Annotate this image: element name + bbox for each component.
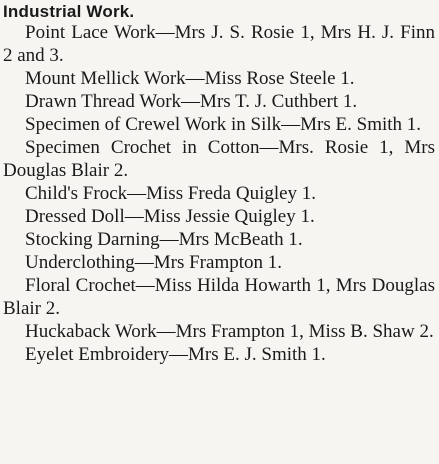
prize-entry: Huckaback Work—Mrs Frampton 1, Miss B. Shaw 2.: [25, 321, 434, 342]
prize-entry: Underclothing—Mrs Frampton 1.: [25, 252, 283, 273]
prize-entry: Eyelet Embroidery—Mrs E. J. Smith 1.: [25, 344, 326, 365]
prize-entry: Mount Mellick Work—Miss Rose Steele 1.: [25, 68, 355, 89]
prize-entry: Drawn Thread Work—Mrs T. J. Cuthbert 1.: [25, 91, 358, 112]
prize-entry: Child's Frock—Miss Freda Quigley 1.: [25, 183, 317, 204]
section-heading: Industrial Work.: [3, 2, 135, 21]
prize-entry: Dressed Doll—Miss Jessie Quigley 1.: [25, 206, 315, 227]
prize-entry: Floral Crochet—Miss Hilda Howarth 1, Mrs Douglas Blair 2.: [3, 275, 435, 319]
prize-entry: Point Lace Work—Mrs J. S. Rosie 1, Mrs H. J. Finn 2 and 3.: [3, 22, 435, 66]
prize-entry: Specimen Crochet in Cotton—Mrs. Rosie 1, Mrs Douglas Blair 2.: [3, 137, 435, 181]
prize-entry: Stocking Darning—Mrs McBeath 1.: [25, 229, 303, 250]
prize-entry: Specimen of Crewel Work in Silk—Mrs E. Smith 1.: [25, 114, 422, 135]
prize-list: [3, 21, 435, 366]
